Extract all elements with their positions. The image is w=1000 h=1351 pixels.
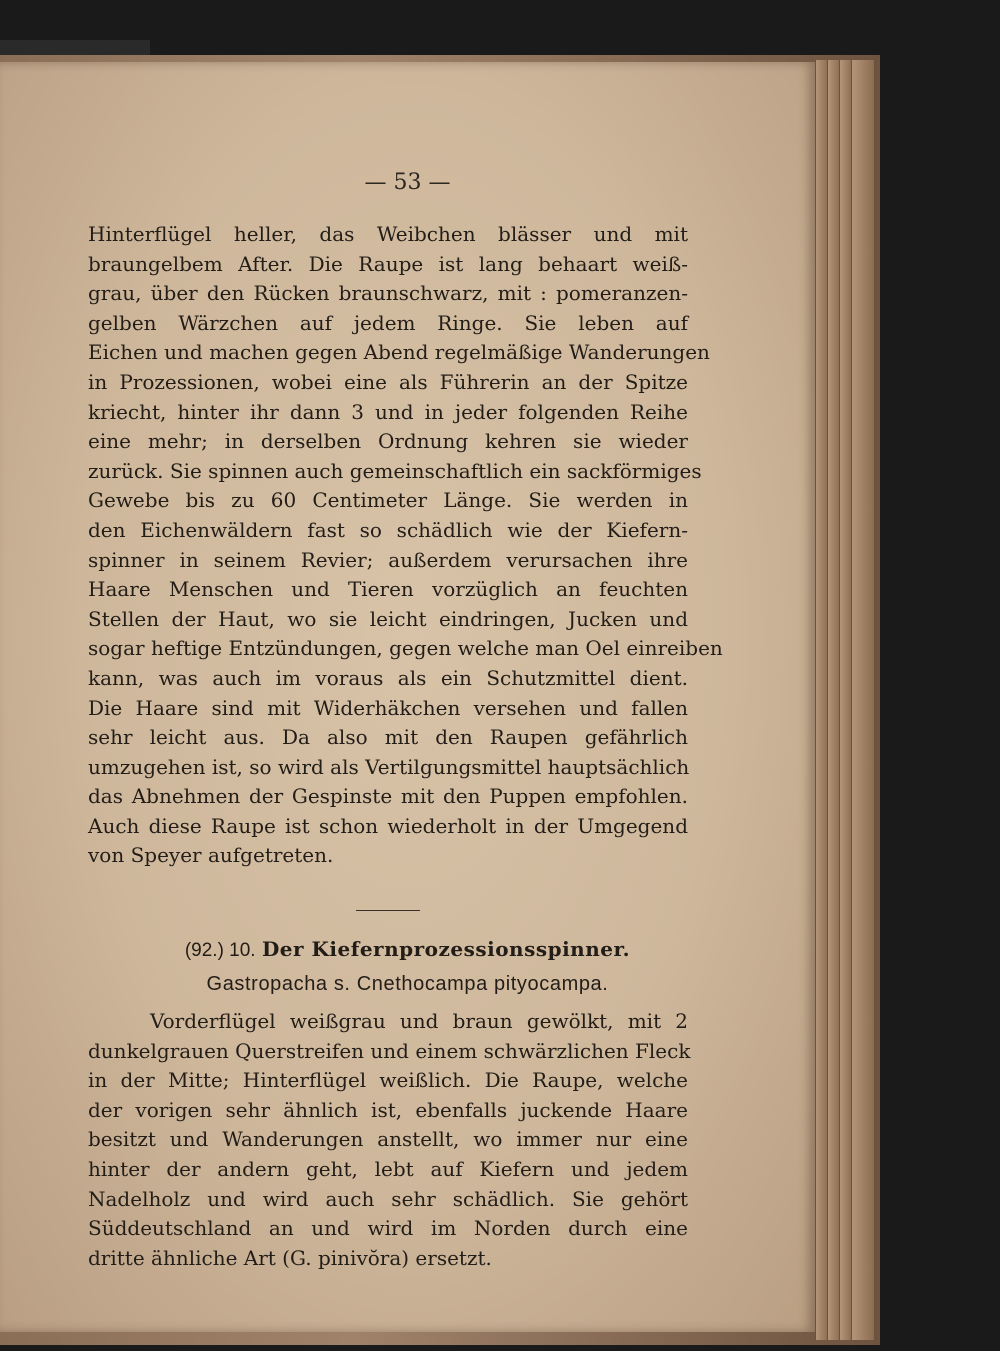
text-line: grau, über den Rücken braunschwarz, mit : pomeranzen- xyxy=(88,281,688,306)
text-line: zurück. Sie spinnen auch gemeinschaftlich ein sackförmiges xyxy=(88,458,702,483)
paragraph-2 xyxy=(88,1007,691,1273)
text-line: Eichen und machen gegen Abend regelmäßige Wanderungen xyxy=(88,340,710,365)
section-title: Der Kiefernprozessionsspinner. xyxy=(261,937,631,961)
section-number: (92.) 10. xyxy=(184,940,256,961)
text-line: Vorderflügel weißgrau und braun gewölkt, mit 2 xyxy=(150,1009,688,1033)
text-line: Hinterflügel heller, das Weibchen blässer und mit xyxy=(88,222,688,246)
text-line: sehr leicht aus. Da also mit den Raupen gefährlich xyxy=(88,725,688,750)
text-line: der vorigen sehr ähnlich ist, ebenfalls juckende Haare xyxy=(88,1097,688,1122)
text-line: hinter der andern geht, lebt auf Kiefern und jedem xyxy=(88,1156,688,1181)
text-line: eine mehr; in derselben Ordnung kehren sie wieder xyxy=(88,429,688,454)
text-line: sogar heftige Entzündungen, gegen welche man Oel einreiben xyxy=(88,636,723,661)
text-line: Stellen der Haut, wo sie leicht eindringen, Jucken und xyxy=(88,606,688,631)
text-line: den Eichenwäldern fast so schädlich wie der Kiefern- xyxy=(88,517,688,542)
paragraph-1 xyxy=(88,220,723,871)
text-line: Gewebe bis zu 60 Centimeter Länge. Sie werden in xyxy=(88,488,688,513)
section-heading xyxy=(0,937,815,962)
text-line: kann, was auch im voraus als ein Schutzmittel dient. xyxy=(88,665,688,690)
text-line: Haare Menschen und Tieren vorzüglich an feuchten xyxy=(88,577,688,602)
text-line: Die Haare sind mit Widerhäkchen versehen und fallen xyxy=(88,695,688,720)
text-line: Süddeutschland an und wird im Norden durch eine xyxy=(88,1216,688,1241)
section-divider xyxy=(356,910,420,911)
page-number: — 53 — xyxy=(364,170,451,195)
page-edge xyxy=(851,60,874,1340)
text-line: dunkelgrauen Querstreifen und einem schwärzlichen Fleck xyxy=(88,1038,691,1063)
text-line: spinner in seinem Revier; außerdem verursachen ihre xyxy=(88,547,688,572)
latin-name: Gastropacha s. Cnethocampa pityocampa. xyxy=(206,973,609,995)
text-line: Nadelholz und wird auch sehr schädlich. Sie gehört xyxy=(88,1186,688,1211)
book-page xyxy=(0,62,815,1332)
text-line: umzugehen ist, so wird als Vertilgungsmittel hauptsächlich xyxy=(88,754,690,779)
text-line: kriecht, hinter ihr dann 3 und in jeder folgenden Reihe xyxy=(88,399,688,424)
text-line: das Abnehmen der Gespinste mit den Puppen empfohlen. xyxy=(88,784,688,809)
text-line: dritte ähnliche Art (G. pinivŏra) ersetzt. xyxy=(88,1245,492,1270)
text-line: in der Mitte; Hinterflügel weißlich. Die Raupe, welche xyxy=(88,1068,688,1093)
text-line: von Speyer aufgetreten. xyxy=(88,843,334,868)
text-line: in Prozessionen, wobei eine als Führerin an der Spitze xyxy=(88,369,688,394)
text-line: besitzt und Wanderungen anstellt, wo immer nur eine xyxy=(88,1127,688,1152)
text-line: gelben Wärzchen auf jedem Ringe. Sie leben auf xyxy=(88,310,688,335)
text-line: braungelbem After. Die Raupe ist lang behaart weiß- xyxy=(88,251,688,276)
text-line: Auch diese Raupe ist schon wiederholt in der Umgegend xyxy=(88,813,688,838)
